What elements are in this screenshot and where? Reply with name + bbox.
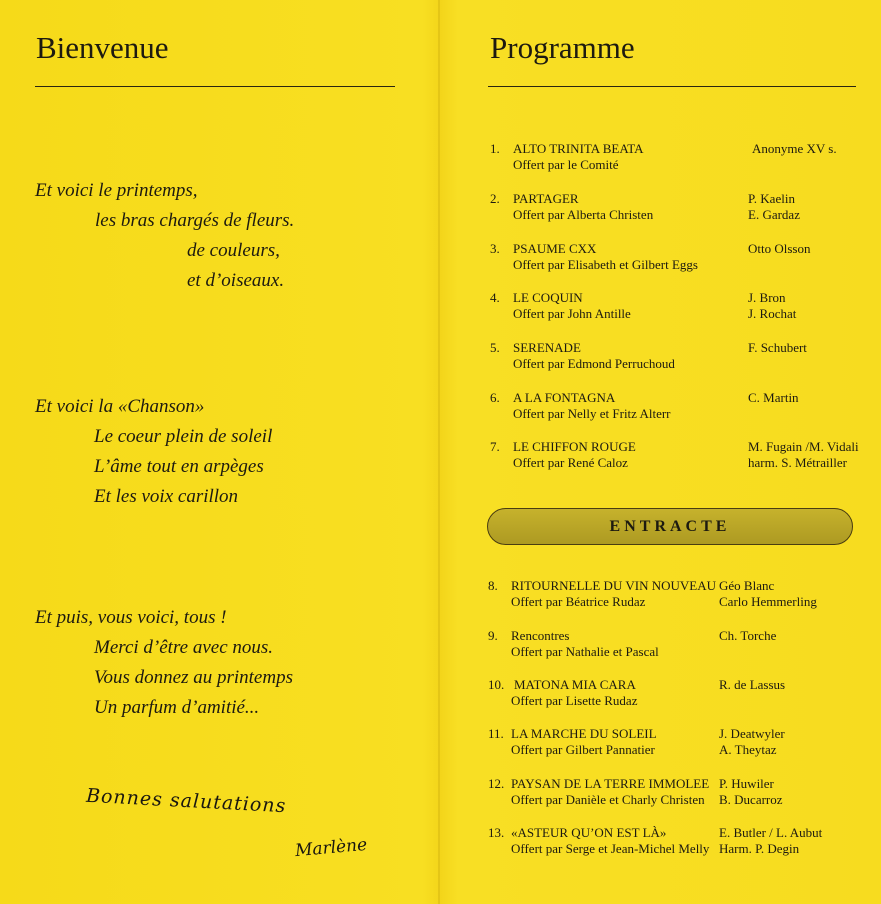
item-sponsor: Offert par Danièle et Charly Christen [511,792,705,807]
item-number: 5. [490,340,500,355]
item-composer: P. Kaelin [748,191,795,206]
poem-line: Et puis, vous voici, tous ! [35,607,227,628]
welcome-heading: Bienvenue [36,30,169,65]
item-composer: Ch. Torche [719,628,777,643]
poem-line: Merci d’être avec nous. [94,637,274,658]
item-sponsor: Offert par le Comité [513,157,619,172]
item-composer: A. Theytaz [719,742,777,757]
item-sponsor: Offert par Nelly et Fritz Alterr [513,406,671,421]
program-heading: Programme [490,30,635,65]
poem-stanza-3 [35,603,293,723]
item-number: 6. [490,390,500,405]
item-sponsor: Offert par Serge et Jean-Michel Melly [511,841,710,856]
poem-line: de couleurs, [187,240,280,261]
poem-line: L’âme tout en arpèges [94,456,264,477]
poem-line: Vous donnez au printemps [94,667,293,688]
item-sponsor: Offert par Alberta Christen [513,207,654,222]
item-number: 11. [488,726,504,741]
item-title: PAYSAN DE LA TERRE IMMOLEE [511,776,710,791]
item-composer: C. Martin [748,390,799,405]
program-rule [488,86,856,87]
item-title: «ASTEUR QU’ON EST LÀ» [511,825,667,840]
item-title: MATONA MIA CARA [514,677,636,692]
item-composer: P. Huwiler [719,776,774,791]
poem-line: Et voici la «Chanson» [35,396,205,417]
item-number: 3. [490,241,500,256]
poem-line: et d’oiseaux. [187,270,285,291]
item-composer: Anonyme XV s. [752,141,837,156]
item-sponsor: Offert par Nathalie et Pascal [511,644,659,659]
item-number: 8. [488,578,498,593]
item-composer: R. de Lassus [719,677,786,692]
item-composer: B. Ducarroz [719,792,783,807]
welcome-rule [35,86,395,87]
poem-stanza-2 [35,392,272,512]
item-title: LE CHIFFON ROUGE [513,439,636,454]
item-composer: E. Butler / L. Aubut [719,825,823,840]
item-title: LE COQUIN [513,290,583,305]
poem-line: Et voici le printemps, [35,180,198,201]
poem-line: les bras chargés de fleurs. [95,210,295,231]
item-number: 9. [488,628,498,643]
item-number: 7. [490,439,500,454]
item-title: ALTO TRINITA BEATA [513,141,644,156]
item-number: 13. [488,825,505,840]
item-composer: Otto Olsson [748,241,811,256]
item-title: A LA FONTAGNA [513,390,616,405]
interlude-banner: ENTRACTE [487,508,853,545]
item-sponsor: Offert par Edmond Perruchoud [513,356,675,371]
item-composer: Harm. P. Degin [719,841,800,856]
item-sponsor: Offert par John Antille [513,306,631,321]
item-title: RITOURNELLE DU VIN NOUVEAU [511,578,716,593]
handwritten-greeting: Bonnes salutations [85,784,287,818]
item-composer: J. Deatwyler [719,726,785,741]
item-composer: J. Rochat [748,306,797,321]
item-sponsor: Offert par Elisabeth et Gilbert Eggs [513,257,698,272]
item-composer: E. Gardaz [748,207,800,222]
poem-stanza-1 [35,176,294,296]
item-composer: J. Bron [748,290,786,305]
handwritten-signature: Marlène [294,834,368,862]
item-composer: Carlo Hemmerling [719,594,817,609]
item-number: 1. [490,141,500,156]
item-composer: Géo Blanc [719,578,775,593]
item-number: 10. [488,677,505,692]
poem-line: Un parfum d’amitié... [94,697,260,718]
item-sponsor: Offert par Béatrice Rudaz [511,594,646,609]
item-number: 4. [490,290,500,305]
item-sponsor: Offert par René Caloz [513,455,628,470]
item-composer: M. Fugain /M. Vidali [748,439,859,454]
item-title: Rencontres [511,628,570,643]
item-composer: F. Schubert [748,340,807,355]
item-title: PSAUME CXX [513,241,597,256]
item-sponsor: Offert par Lisette Rudaz [511,693,638,708]
item-composer: harm. S. Métrailler [748,455,847,470]
poem-line: Le coeur plein de soleil [94,426,273,447]
item-number: 12. [488,776,505,791]
item-title: LA MARCHE DU SOLEIL [511,726,657,741]
item-sponsor: Offert par Gilbert Pannatier [511,742,655,757]
item-title: PARTAGER [513,191,579,206]
item-title: SERENADE [513,340,581,355]
poem-line: Et les voix carillon [94,486,239,507]
item-number: 2. [490,191,500,206]
fold-line [438,0,440,904]
